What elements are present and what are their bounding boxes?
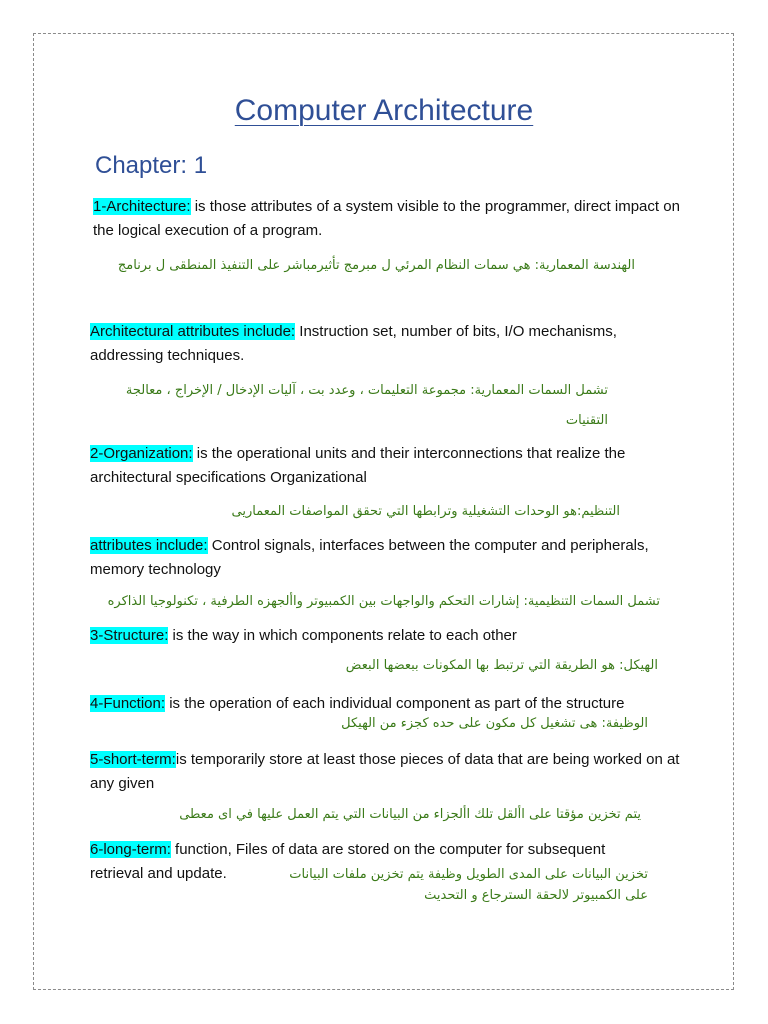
arabic-translation: يتم تخزين مؤقتا على األقل تلك األجزاء من البيانات التي يتم العمل عليها في اى معطى [179,807,641,822]
section-long-term [90,838,690,862]
section-architecture [93,195,683,243]
arabic-translation: تخزين البيانات على المدى الطويل وظيفة يتم تخزين ملفات البيانات على الكمبيوتر لالحقة السترجاع و التحديث [289,867,648,903]
arabic-translation: الوظيفة: هى تشغيل كل مكون على حده كجزء من الهيكل [341,716,648,731]
term-highlight: 5-short-term: [90,751,176,768]
definition-continuation: retrieval and update. [90,865,227,882]
definition-text: is the way in which components relate to each other [168,627,517,644]
term-highlight: attributes include: [90,537,208,554]
section-function [90,692,690,716]
definition-text: function, Files of data are stored on the computer for subsequent [170,841,606,858]
arabic-translation: التنظيم:هو الوحدات التشغيلية وترابطها التي تحقق المواصفات المعماريى [231,504,620,519]
section-structure [90,624,680,648]
arabic-translation: الهندسة المعمارية: هي سمات النظام المرئي ل مبرمج تأثيرمباشر على التنفيذ المنطقى ل برنامج [117,258,635,273]
term-highlight: 4-Function: [90,695,166,712]
section-architectural-attributes [90,320,680,368]
page-title: Computer Architecture [234,94,534,127]
definition-text: Instruction set, number of bits, I/O mechanisms, addressing techniques. [90,323,617,364]
chapter-heading: Chapter: 1 [95,152,208,179]
definition-text: is temporarily store at least those pieces of data that are being worked on at any given [90,751,680,792]
definition-text: is the operation of each individual component as part of the structure [165,695,625,712]
section-short-term [90,748,680,796]
term-highlight: 1-Architecture: [93,198,191,215]
definition-text: Control signals, interfaces between the computer and peripherals, memory technology [90,537,649,578]
term-highlight: 2-Organization: [90,445,193,462]
section-organization [90,442,680,490]
term-highlight: Architectural attributes include: [90,323,296,340]
term-highlight: 6-long-term: [90,841,171,858]
arabic-translation: تشمل السمات المعمارية: مجموعة التعليمات ، وعدد بت ، آليات الإدخال / الإخراج ، معالجة التقنيات [125,383,608,428]
term-highlight: 3-Structure: [90,627,169,644]
definition-text: is the operational units and their interconnections that realize the architectural specifications Organizational [90,445,626,486]
definition-text: is those attributes of a system visible to the programmer, direct impact on the logical execution of a program. [93,198,680,239]
arabic-translation: الهيكل: هو الطريقة التي ترتبط بها المكونات ببعضها البعض [345,658,658,673]
arabic-translation: تشمل السمات التنظيمية: إشارات التحكم والواجهات بين الكمبيوتر واألجهزه الطرفية ، تكنولوجيا الذاكره [107,594,660,609]
section-organizational-attributes [90,534,680,582]
